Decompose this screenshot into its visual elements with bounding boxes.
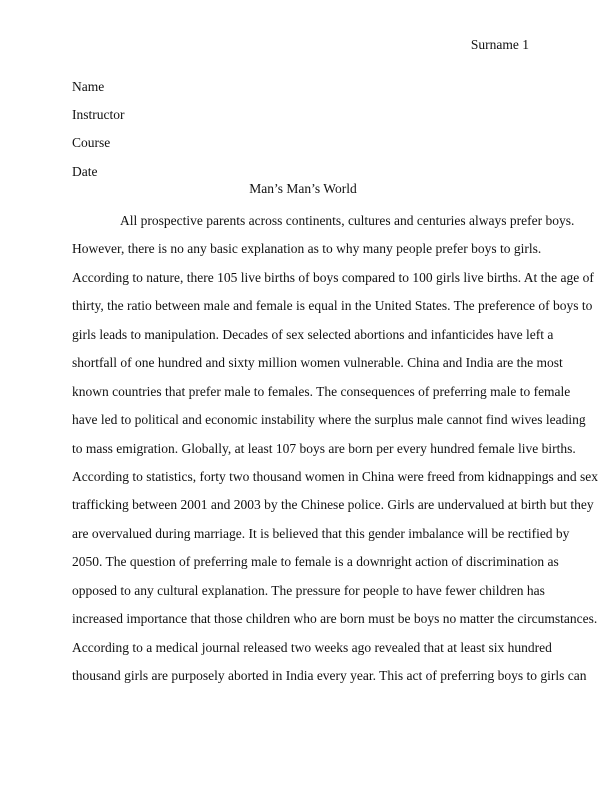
paragraph-line: shortfall of one hundred and sixty million women vulnerable. China and India are the most — [72, 355, 563, 371]
paragraph-line: However, there is no any basic explanation as to why many people prefer boys to girls. — [72, 241, 542, 257]
paragraph-line: to mass emigration. Globally, at least 107 boys are born per every hundred female live births. — [72, 440, 576, 456]
paragraph-line: trafficking between 2001 and 2003 by the Chinese police. Girls are undervalued at birth but they — [72, 497, 594, 513]
paragraph-line: girls leads to manipulation. Decades of sex selected abortions and infanticides have left a — [72, 326, 554, 342]
essay-paragraph — [72, 207, 599, 690]
heading-course: Course — [72, 135, 111, 151]
paragraph-line: All prospective parents across continents, cultures and centuries always prefer boys. — [120, 213, 575, 228]
paragraph-line: opposed to any cultural explanation. The pressure for people to have fewer children has — [72, 582, 545, 598]
paragraph-line: are overvalued during marriage. It is believed that this gender imbalance will be rectified by — [72, 525, 570, 541]
paragraph-line: According to statistics, forty two thousand women in China were freed from kidnappings and sex — [72, 468, 599, 484]
student-heading — [72, 73, 124, 186]
heading-instructor: Instructor — [72, 107, 125, 123]
paragraph-line: According to a medical journal released two weeks ago revealed that at least six hundred — [72, 639, 552, 655]
paragraph-line: thousand girls are purposely aborted in India every year. This act of preferring boys to girls can — [72, 668, 587, 683]
paragraph-line: increased importance that those children who are born must be boys no matter the circumstances. — [72, 611, 598, 627]
running-header: Surname 1 — [470, 37, 529, 52]
paragraph-line: have led to political and economic instability where the surplus male cannot find wives leading — [72, 412, 586, 428]
paragraph-line: 2050. The question of preferring male to female is a downright action of discrimination as — [72, 554, 559, 570]
essay-title: Man’s Man’s World — [249, 181, 357, 196]
paragraph-line: thirty, the ratio between male and female is equal in the United States. The preference of boys to — [72, 298, 593, 314]
paragraph-line: known countries that prefer male to females. The consequences of preferring male to female — [72, 383, 571, 399]
paragraph-line: According to nature, there 105 live births of boys compared to 100 girls live births. At the age of — [72, 269, 594, 285]
heading-date: Date — [72, 163, 98, 179]
heading-name: Name — [72, 79, 105, 94]
